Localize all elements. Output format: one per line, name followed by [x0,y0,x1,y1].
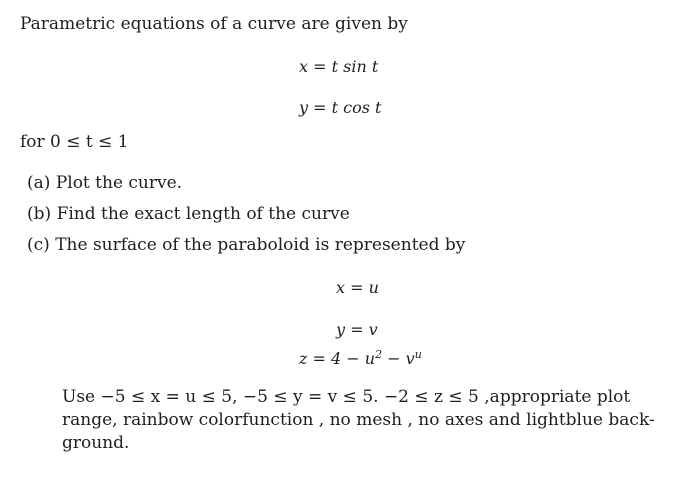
surface-z-middle: − v [382,349,415,368]
equation-x-rhs: t sin t [331,57,379,76]
equation-y [299,98,381,118]
list-item-text: The surface of the paraboloid is represented by [55,235,466,255]
list-item-text: Find the exact length of the curve [56,204,350,224]
list-item-b [27,203,350,225]
surface-z-exponent-1: 2 [375,348,383,361]
instructions-paragraph: Use −5 ≤ x = u ≤ 5, −5 ≤ y = v ≤ 5. −2 ≤ z ≤ 5 ,appropriate plot range, rainbow colorfunction , no mesh , no axes and lightblue back-ground. [62,387,655,453]
surface-z-prefix: z = 4 − u [299,349,376,368]
equation-y-rhs: t cos t [331,98,382,117]
parameter-range: for 0 ≤ t ≤ 1 [20,132,129,152]
surface-z-exponent-2: u [414,348,422,361]
equation-x-op: = [308,57,332,76]
intro-text: Parametric equations of a curve are given by [20,14,408,34]
list-item-text: Plot the curve. [55,173,183,193]
equation-y-op: = [308,98,332,117]
list-item-label: (c) [27,235,50,255]
list-item-label: (b) [27,204,52,224]
equation-x-lhs: x [299,57,309,76]
surface-equation-y: y = v [336,320,378,339]
equation-y-lhs: y [299,98,309,117]
list-item-a [27,172,182,194]
list-item-c [27,234,465,256]
equation-x [299,57,378,77]
surface-equation-x: x = u [336,278,379,297]
surface-equation-z [299,349,422,369]
list-item-label: (a) [27,173,51,193]
